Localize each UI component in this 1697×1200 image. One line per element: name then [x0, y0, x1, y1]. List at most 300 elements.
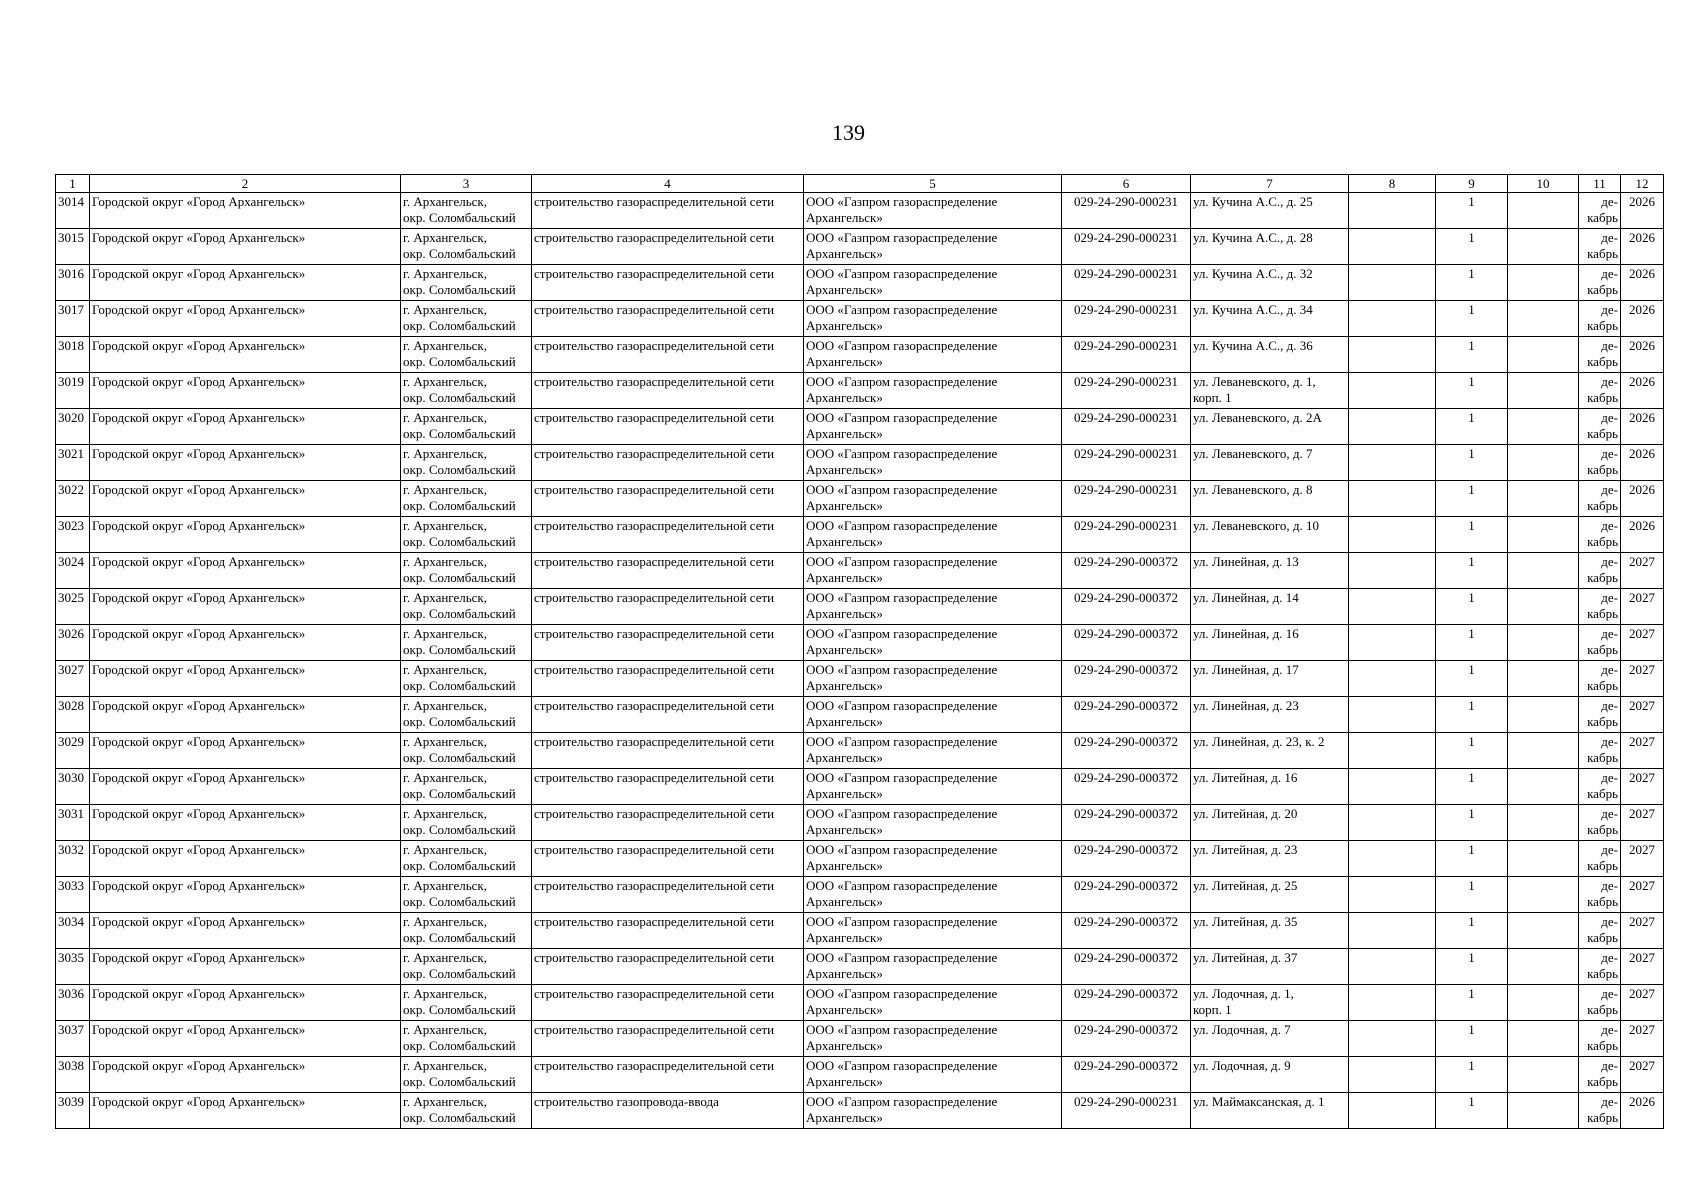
- cell-work-type: строительство газораспределительной сети: [532, 1021, 804, 1057]
- cell-col8: [1349, 337, 1436, 373]
- cell-program-code: 029-24-290-000231: [1062, 193, 1191, 229]
- cell-col8: [1349, 661, 1436, 697]
- cell-locality-line: г. Архангельск,: [403, 302, 487, 317]
- table-row: [56, 697, 1664, 733]
- registry-table: [55, 174, 1664, 1129]
- cell-locality-line: г. Архангельск,: [403, 374, 487, 389]
- cell-month-line: де-: [1601, 734, 1618, 749]
- cell-col10: [1508, 481, 1579, 517]
- cell-col9: 1: [1436, 193, 1508, 229]
- cell-month-line: кабрь: [1587, 822, 1618, 837]
- cell-number: 3039: [56, 1093, 90, 1129]
- cell-col9: 1: [1436, 373, 1508, 409]
- cell-month: [1579, 841, 1621, 877]
- cell-program-code: 029-24-290-000231: [1062, 481, 1191, 517]
- cell-month-line: де-: [1601, 410, 1618, 425]
- cell-month-line: де-: [1601, 626, 1618, 641]
- column-header: 1: [56, 175, 90, 193]
- cell-address-line: корп. 1: [1193, 1002, 1232, 1017]
- cell-organization: [804, 877, 1062, 913]
- cell-month-line: кабрь: [1587, 462, 1618, 477]
- cell-col8: [1349, 805, 1436, 841]
- cell-month: [1579, 265, 1621, 301]
- cell-address: [1191, 949, 1349, 985]
- cell-organization-line: ООО «Газпром газораспределение: [806, 842, 998, 857]
- cell-month-line: кабрь: [1587, 570, 1618, 585]
- cell-organization-line: Архангельск»: [806, 246, 883, 261]
- cell-locality: [401, 337, 532, 373]
- cell-organization: [804, 1021, 1062, 1057]
- cell-month-line: кабрь: [1587, 246, 1618, 261]
- column-header: 5: [804, 175, 1062, 193]
- cell-work-type: строительство газораспределительной сети: [532, 805, 804, 841]
- cell-municipality: Городской округ «Город Архангельск»: [90, 265, 401, 301]
- cell-month-line: кабрь: [1587, 1038, 1618, 1053]
- cell-col8: [1349, 229, 1436, 265]
- cell-locality-line: окр. Соломбальский: [403, 210, 516, 225]
- cell-locality-line: окр. Соломбальский: [403, 822, 516, 837]
- cell-locality: [401, 661, 532, 697]
- cell-address: [1191, 409, 1349, 445]
- cell-address-line: корп. 1: [1193, 390, 1232, 405]
- cell-col10: [1508, 373, 1579, 409]
- cell-month: [1579, 1093, 1621, 1129]
- cell-organization-line: ООО «Газпром газораспределение: [806, 230, 998, 245]
- cell-locality: [401, 805, 532, 841]
- cell-col10: [1508, 733, 1579, 769]
- cell-col9: 1: [1436, 625, 1508, 661]
- cell-month-line: кабрь: [1587, 858, 1618, 873]
- cell-year: 2027: [1621, 553, 1664, 589]
- cell-program-code: 029-24-290-000372: [1062, 1021, 1191, 1057]
- cell-organization: [804, 409, 1062, 445]
- cell-address-line: ул. Литейная, д. 37: [1193, 950, 1298, 965]
- cell-year: 2027: [1621, 769, 1664, 805]
- cell-address-line: ул. Литейная, д. 25: [1193, 878, 1298, 893]
- cell-locality-line: г. Архангельск,: [403, 266, 487, 281]
- cell-col9: 1: [1436, 1021, 1508, 1057]
- cell-col9: 1: [1436, 697, 1508, 733]
- cell-organization: [804, 769, 1062, 805]
- cell-month: [1579, 229, 1621, 265]
- cell-organization: [804, 229, 1062, 265]
- cell-month-line: кабрь: [1587, 534, 1618, 549]
- cell-locality-line: окр. Соломбальский: [403, 1074, 516, 1089]
- cell-work-type: строительство газораспределительной сети: [532, 301, 804, 337]
- cell-year: 2026: [1621, 301, 1664, 337]
- cell-program-code: 029-24-290-000372: [1062, 589, 1191, 625]
- cell-col8: [1349, 841, 1436, 877]
- cell-month-line: кабрь: [1587, 930, 1618, 945]
- cell-year: 2026: [1621, 1093, 1664, 1129]
- cell-month-line: кабрь: [1587, 282, 1618, 297]
- cell-organization-line: ООО «Газпром газораспределение: [806, 950, 998, 965]
- cell-month-line: кабрь: [1587, 210, 1618, 225]
- cell-organization: [804, 193, 1062, 229]
- cell-col9: 1: [1436, 445, 1508, 481]
- cell-number: 3032: [56, 841, 90, 877]
- cell-col8: [1349, 913, 1436, 949]
- cell-address-line: ул. Литейная, д. 35: [1193, 914, 1298, 929]
- cell-organization: [804, 841, 1062, 877]
- cell-col10: [1508, 697, 1579, 733]
- cell-month-line: де-: [1601, 338, 1618, 353]
- cell-municipality: Городской округ «Город Архангельск»: [90, 661, 401, 697]
- cell-organization-line: ООО «Газпром газораспределение: [806, 410, 998, 425]
- cell-program-code: 029-24-290-000372: [1062, 625, 1191, 661]
- cell-organization-line: ООО «Газпром газораспределение: [806, 266, 998, 281]
- cell-col9: 1: [1436, 481, 1508, 517]
- cell-municipality: Городской округ «Город Архангельск»: [90, 193, 401, 229]
- cell-address-line: ул. Линейная, д. 13: [1193, 554, 1299, 569]
- cell-municipality: Городской округ «Город Архангельск»: [90, 301, 401, 337]
- cell-organization: [804, 373, 1062, 409]
- cell-month: [1579, 661, 1621, 697]
- cell-program-code: 029-24-290-000231: [1062, 445, 1191, 481]
- cell-work-type: строительство газораспределительной сети: [532, 913, 804, 949]
- cell-year: 2026: [1621, 445, 1664, 481]
- cell-organization-line: ООО «Газпром газораспределение: [806, 878, 998, 893]
- cell-locality-line: окр. Соломбальский: [403, 1002, 516, 1017]
- cell-number: 3030: [56, 769, 90, 805]
- cell-organization: [804, 553, 1062, 589]
- cell-month-line: де-: [1601, 914, 1618, 929]
- cell-organization-line: Архангельск»: [806, 678, 883, 693]
- cell-address-line: ул. Кучина А.С., д. 28: [1193, 230, 1313, 245]
- cell-locality-line: г. Архангельск,: [403, 842, 487, 857]
- cell-col8: [1349, 445, 1436, 481]
- cell-month-line: кабрь: [1587, 1110, 1618, 1125]
- cell-organization-line: ООО «Газпром газораспределение: [806, 1094, 998, 1109]
- cell-program-code: 029-24-290-000372: [1062, 877, 1191, 913]
- cell-col9: 1: [1436, 553, 1508, 589]
- cell-organization: [804, 805, 1062, 841]
- cell-municipality: Городской округ «Город Архангельск»: [90, 877, 401, 913]
- cell-work-type: строительство газораспределительной сети: [532, 1057, 804, 1093]
- table-row: [56, 265, 1664, 301]
- cell-locality-line: г. Архангельск,: [403, 734, 487, 749]
- cell-number: 3021: [56, 445, 90, 481]
- cell-col9: 1: [1436, 589, 1508, 625]
- cell-month-line: кабрь: [1587, 354, 1618, 369]
- cell-address-line: ул. Леваневского, д. 10: [1193, 518, 1319, 533]
- cell-number: 3037: [56, 1021, 90, 1057]
- cell-col9: 1: [1436, 841, 1508, 877]
- column-header: 3: [401, 175, 532, 193]
- cell-program-code: 029-24-290-000231: [1062, 229, 1191, 265]
- cell-month: [1579, 301, 1621, 337]
- cell-col8: [1349, 553, 1436, 589]
- cell-month: [1579, 625, 1621, 661]
- cell-organization: [804, 265, 1062, 301]
- cell-program-code: 029-24-290-000372: [1062, 553, 1191, 589]
- cell-organization-line: Архангельск»: [806, 354, 883, 369]
- table-row: [56, 481, 1664, 517]
- cell-col10: [1508, 877, 1579, 913]
- cell-month-line: кабрь: [1587, 498, 1618, 513]
- cell-year: 2026: [1621, 517, 1664, 553]
- table-row: [56, 985, 1664, 1021]
- cell-organization-line: ООО «Газпром газораспределение: [806, 806, 998, 821]
- cell-program-code: 029-24-290-000372: [1062, 1057, 1191, 1093]
- cell-col10: [1508, 589, 1579, 625]
- cell-work-type: строительство газораспределительной сети: [532, 589, 804, 625]
- cell-address-line: ул. Литейная, д. 20: [1193, 806, 1298, 821]
- cell-address-line: ул. Маймаксанская, д. 1: [1193, 1094, 1325, 1109]
- cell-organization-line: ООО «Газпром газораспределение: [806, 194, 998, 209]
- cell-locality-line: г. Архангельск,: [403, 410, 487, 425]
- cell-locality-line: окр. Соломбальский: [403, 714, 516, 729]
- cell-organization-line: ООО «Газпром газораспределение: [806, 338, 998, 353]
- table-row: [56, 949, 1664, 985]
- cell-locality-line: г. Архангельск,: [403, 194, 487, 209]
- cell-work-type: строительство газопровода-ввода: [532, 1093, 804, 1129]
- cell-address: [1191, 589, 1349, 625]
- cell-month: [1579, 553, 1621, 589]
- cell-work-type: строительство газораспределительной сети: [532, 193, 804, 229]
- cell-locality-line: окр. Соломбальский: [403, 570, 516, 585]
- cell-organization-line: ООО «Газпром газораспределение: [806, 446, 998, 461]
- cell-organization-line: Архангельск»: [806, 570, 883, 585]
- cell-address-line: ул. Литейная, д. 16: [1193, 770, 1298, 785]
- cell-organization-line: ООО «Газпром газораспределение: [806, 734, 998, 749]
- cell-month-line: де-: [1601, 194, 1618, 209]
- cell-organization: [804, 1057, 1062, 1093]
- cell-locality-line: окр. Соломбальский: [403, 246, 516, 261]
- cell-month: [1579, 769, 1621, 805]
- cell-municipality: Городской округ «Город Архангельск»: [90, 337, 401, 373]
- cell-number: 3033: [56, 877, 90, 913]
- table-row: [56, 373, 1664, 409]
- cell-organization-line: ООО «Газпром газораспределение: [806, 626, 998, 641]
- cell-year: 2027: [1621, 877, 1664, 913]
- cell-month-line: де-: [1601, 1058, 1618, 1073]
- cell-col8: [1349, 589, 1436, 625]
- cell-month-line: де-: [1601, 662, 1618, 677]
- table-row: [56, 301, 1664, 337]
- cell-organization-line: Архангельск»: [806, 786, 883, 801]
- cell-organization-line: Архангельск»: [806, 318, 883, 333]
- cell-program-code: 029-24-290-000372: [1062, 949, 1191, 985]
- column-header: 4: [532, 175, 804, 193]
- cell-number: 3019: [56, 373, 90, 409]
- cell-address-line: ул. Линейная, д. 14: [1193, 590, 1299, 605]
- cell-work-type: строительство газораспределительной сети: [532, 877, 804, 913]
- cell-col10: [1508, 841, 1579, 877]
- cell-locality-line: г. Архангельск,: [403, 1094, 487, 1109]
- cell-program-code: 029-24-290-000231: [1062, 373, 1191, 409]
- cell-organization-line: Архангельск»: [806, 642, 883, 657]
- table-row: [56, 229, 1664, 265]
- cell-col10: [1508, 265, 1579, 301]
- cell-municipality: Городской округ «Город Архангельск»: [90, 769, 401, 805]
- cell-month-line: кабрь: [1587, 894, 1618, 909]
- cell-col9: 1: [1436, 229, 1508, 265]
- cell-col10: [1508, 409, 1579, 445]
- cell-organization-line: ООО «Газпром газораспределение: [806, 770, 998, 785]
- cell-col8: [1349, 877, 1436, 913]
- cell-month-line: де-: [1601, 374, 1618, 389]
- cell-locality-line: окр. Соломбальский: [403, 354, 516, 369]
- cell-address: [1191, 985, 1349, 1021]
- cell-locality-line: окр. Соломбальский: [403, 390, 516, 405]
- cell-col10: [1508, 193, 1579, 229]
- cell-col10: [1508, 337, 1579, 373]
- cell-month-line: де-: [1601, 806, 1618, 821]
- cell-organization: [804, 517, 1062, 553]
- cell-municipality: Городской округ «Город Архангельск»: [90, 229, 401, 265]
- cell-number: 3034: [56, 913, 90, 949]
- cell-address: [1191, 481, 1349, 517]
- cell-address-line: ул. Кучина А.С., д. 34: [1193, 302, 1313, 317]
- cell-organization-line: ООО «Газпром газораспределение: [806, 482, 998, 497]
- cell-organization: [804, 949, 1062, 985]
- cell-number: 3022: [56, 481, 90, 517]
- cell-organization-line: Архангельск»: [806, 894, 883, 909]
- cell-locality: [401, 409, 532, 445]
- cell-organization: [804, 337, 1062, 373]
- cell-month-line: де-: [1601, 1022, 1618, 1037]
- cell-col10: [1508, 661, 1579, 697]
- cell-organization: [804, 481, 1062, 517]
- cell-col10: [1508, 625, 1579, 661]
- cell-address: [1191, 697, 1349, 733]
- cell-address-line: ул. Лодочная, д. 7: [1193, 1022, 1291, 1037]
- cell-organization-line: Архангельск»: [806, 1002, 883, 1017]
- cell-month-line: де-: [1601, 590, 1618, 605]
- cell-month-line: де-: [1601, 482, 1618, 497]
- cell-month-line: де-: [1601, 986, 1618, 1001]
- cell-address-line: ул. Линейная, д. 16: [1193, 626, 1299, 641]
- cell-month: [1579, 985, 1621, 1021]
- column-header: 8: [1349, 175, 1436, 193]
- cell-locality-line: г. Архангельск,: [403, 446, 487, 461]
- cell-locality: [401, 517, 532, 553]
- cell-locality-line: г. Архангельск,: [403, 662, 487, 677]
- cell-month-line: кабрь: [1587, 606, 1618, 621]
- cell-work-type: строительство газораспределительной сети: [532, 769, 804, 805]
- cell-address: [1191, 265, 1349, 301]
- cell-month-line: кабрь: [1587, 966, 1618, 981]
- cell-month: [1579, 589, 1621, 625]
- cell-address: [1191, 733, 1349, 769]
- cell-organization-line: ООО «Газпром газораспределение: [806, 698, 998, 713]
- cell-month-line: кабрь: [1587, 390, 1618, 405]
- table-row: [56, 913, 1664, 949]
- cell-organization: [804, 589, 1062, 625]
- cell-locality-line: окр. Соломбальский: [403, 894, 516, 909]
- cell-year: 2026: [1621, 229, 1664, 265]
- cell-locality: [401, 697, 532, 733]
- cell-col10: [1508, 1093, 1579, 1129]
- cell-month-line: кабрь: [1587, 1074, 1618, 1089]
- cell-number: 3038: [56, 1057, 90, 1093]
- cell-municipality: Городской округ «Город Архангельск»: [90, 445, 401, 481]
- cell-address: [1191, 193, 1349, 229]
- cell-work-type: строительство газораспределительной сети: [532, 409, 804, 445]
- cell-address-line: ул. Кучина А.С., д. 32: [1193, 266, 1313, 281]
- cell-program-code: 029-24-290-000372: [1062, 697, 1191, 733]
- cell-address: [1191, 373, 1349, 409]
- cell-month-line: де-: [1601, 770, 1618, 785]
- table-row: [56, 625, 1664, 661]
- cell-address: [1191, 301, 1349, 337]
- cell-month-line: де-: [1601, 518, 1618, 533]
- cell-locality: [401, 841, 532, 877]
- cell-year: 2026: [1621, 337, 1664, 373]
- cell-col10: [1508, 445, 1579, 481]
- cell-locality-line: г. Архангельск,: [403, 482, 487, 497]
- cell-locality: [401, 733, 532, 769]
- cell-month: [1579, 913, 1621, 949]
- cell-number: 3031: [56, 805, 90, 841]
- cell-month-line: кабрь: [1587, 1002, 1618, 1017]
- cell-locality-line: г. Архангельск,: [403, 950, 487, 965]
- cell-locality: [401, 193, 532, 229]
- cell-month-line: кабрь: [1587, 714, 1618, 729]
- cell-work-type: строительство газораспределительной сети: [532, 553, 804, 589]
- cell-col8: [1349, 265, 1436, 301]
- cell-locality-line: окр. Соломбальский: [403, 462, 516, 477]
- cell-month-line: де-: [1601, 1094, 1618, 1109]
- cell-organization-line: Архангельск»: [806, 822, 883, 837]
- cell-locality-line: окр. Соломбальский: [403, 678, 516, 693]
- cell-locality-line: г. Архангельск,: [403, 806, 487, 821]
- cell-program-code: 029-24-290-000372: [1062, 985, 1191, 1021]
- cell-locality-line: г. Архангельск,: [403, 914, 487, 929]
- cell-municipality: Городской округ «Город Архангельск»: [90, 733, 401, 769]
- table-row: [56, 517, 1664, 553]
- cell-work-type: строительство газораспределительной сети: [532, 337, 804, 373]
- cell-locality-line: г. Архангельск,: [403, 878, 487, 893]
- cell-locality-line: г. Архангельск,: [403, 518, 487, 533]
- cell-program-code: 029-24-290-000372: [1062, 769, 1191, 805]
- cell-program-code: 029-24-290-000231: [1062, 301, 1191, 337]
- cell-locality: [401, 301, 532, 337]
- cell-address: [1191, 913, 1349, 949]
- cell-col10: [1508, 229, 1579, 265]
- cell-col10: [1508, 805, 1579, 841]
- cell-address-line: ул. Лодочная, д. 9: [1193, 1058, 1291, 1073]
- cell-address-line: ул. Кучина А.С., д. 25: [1193, 194, 1313, 209]
- cell-month-line: кабрь: [1587, 426, 1618, 441]
- cell-col10: [1508, 1021, 1579, 1057]
- cell-locality-line: окр. Соломбальский: [403, 534, 516, 549]
- table-row: [56, 661, 1664, 697]
- cell-organization-line: Архангельск»: [806, 930, 883, 945]
- cell-organization: [804, 697, 1062, 733]
- cell-col9: 1: [1436, 301, 1508, 337]
- cell-col8: [1349, 481, 1436, 517]
- column-header: 10: [1508, 175, 1579, 193]
- cell-work-type: строительство газораспределительной сети: [532, 625, 804, 661]
- cell-col9: 1: [1436, 877, 1508, 913]
- table-row: [56, 805, 1664, 841]
- cell-col8: [1349, 949, 1436, 985]
- cell-work-type: строительство газораспределительной сети: [532, 733, 804, 769]
- cell-col9: 1: [1436, 985, 1508, 1021]
- cell-program-code: 029-24-290-000372: [1062, 733, 1191, 769]
- cell-organization-line: Архангельск»: [806, 282, 883, 297]
- cell-work-type: строительство газораспределительной сети: [532, 229, 804, 265]
- table-row: [56, 553, 1664, 589]
- cell-year: 2027: [1621, 805, 1664, 841]
- cell-address: [1191, 841, 1349, 877]
- cell-year: 2026: [1621, 265, 1664, 301]
- cell-locality: [401, 1057, 532, 1093]
- cell-organization: [804, 733, 1062, 769]
- cell-locality-line: г. Архангельск,: [403, 698, 487, 713]
